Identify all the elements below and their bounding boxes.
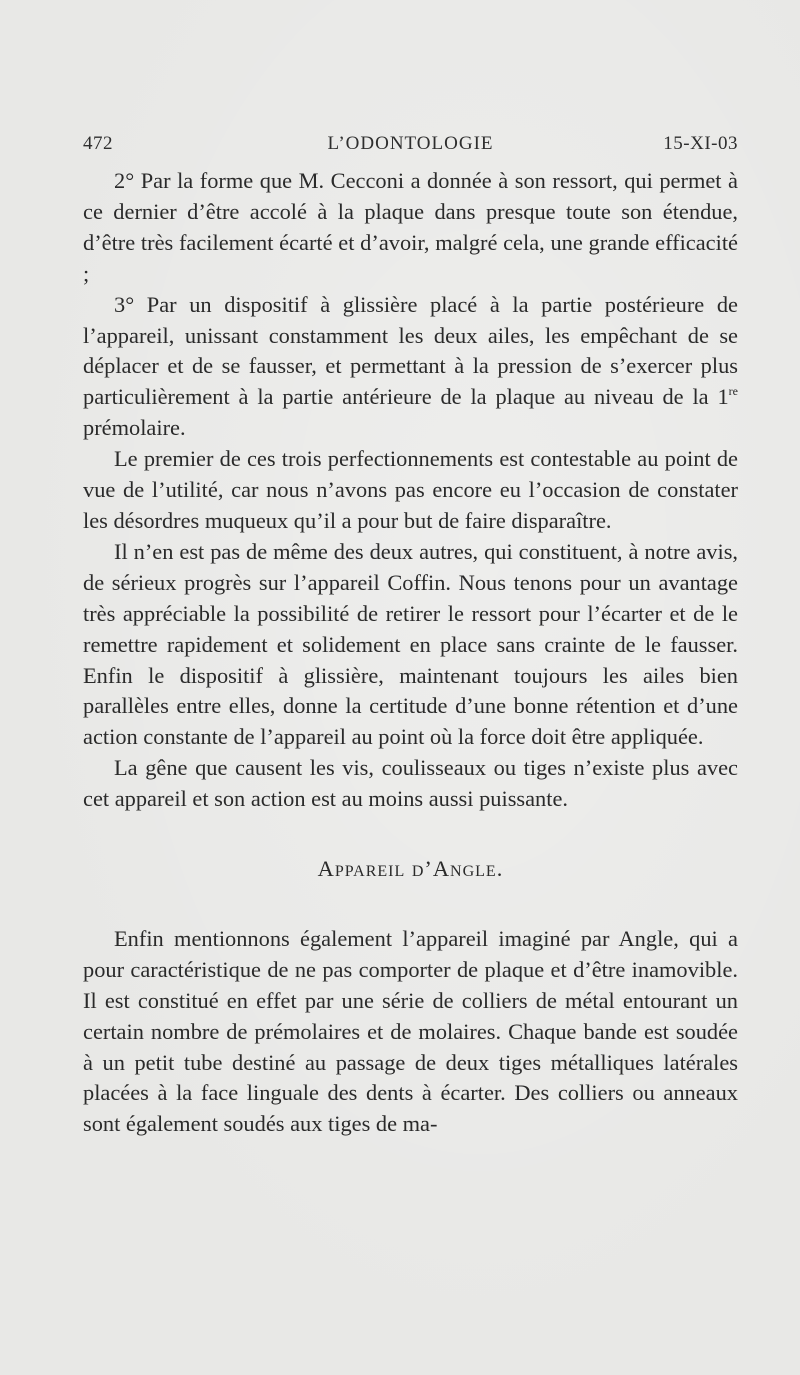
running-header	[83, 133, 738, 163]
ordinal-superscript: re	[728, 384, 738, 399]
journal-title: L’ODONTOLOGIE	[327, 133, 494, 154]
issue-date: 15-XI-03	[663, 133, 738, 154]
paragraph: La gêne que causent les vis, coulisseaux ou tiges n’existe plus avec cet appareil et son action est au moins aussi puissante.	[83, 755, 738, 812]
paragraph: 2° Par la forme que M. Cecconi a donnée à son ressort, qui permet à ce dernier d’être accolé à la plaque dans presque toute son étendue, d’être très facilement écarté et d’avoir, malgré cela, une grande efficacité ;	[83, 168, 738, 286]
section-heading: Appareil d’Angle.	[317, 856, 504, 882]
paragraph: 3° Par un dispositif à glissière placé à la partie postérieure de l’appareil, unissant constamment les deux ailes, les empêchant de se déplacer et de se fausser, et permettant à la pression de s’exercer plus particulièrement à la partie antérieure de la plaque au niveau de la 1re prémolaire.	[83, 291, 738, 441]
paragraph: Il n’en est pas de même des deux autres, qui constituent, à notre avis, de sérieux progrès sur l’appareil Coffin. Nous tenons pour un avantage très appréciable la possibilité de retirer le ressort pour l’écarter et de le remettre rapidement et solidement en place sans crainte de le fausser. Enfin le dispositif à glissière, maintenant toujours les ailes bien parallèles entre elles, donne la certitude d’une bonne rétention et d’une action constante de l’appareil au point où la force doit être appliquée.	[83, 538, 738, 750]
page-body	[83, 166, 738, 1140]
page-number: 472	[83, 133, 113, 154]
paragraph: Enfin mentionnons également l’appareil imaginé par Angle, qui a pour caractéristique de ne pas comporter de plaque et d’être inamovible. Il est constitué en effet par une série de colliers de métal entourant un certain nombre de prémolaires et de molaires. Chaque bande est soudée à un petit tube destiné au passage de deux tiges métalliques latérales placées à la face linguale des dents à écarter. Des colliers ou anneaux sont également soudés aux tiges de ma-	[83, 925, 738, 1137]
paragraph: Le premier de ces trois perfectionnements est contestable au point de vue de l’utilité, car nous n’avons pas encore eu l’occasion de constater les désordres muqueux qu’il a pour but de faire disparaître.	[83, 446, 738, 533]
